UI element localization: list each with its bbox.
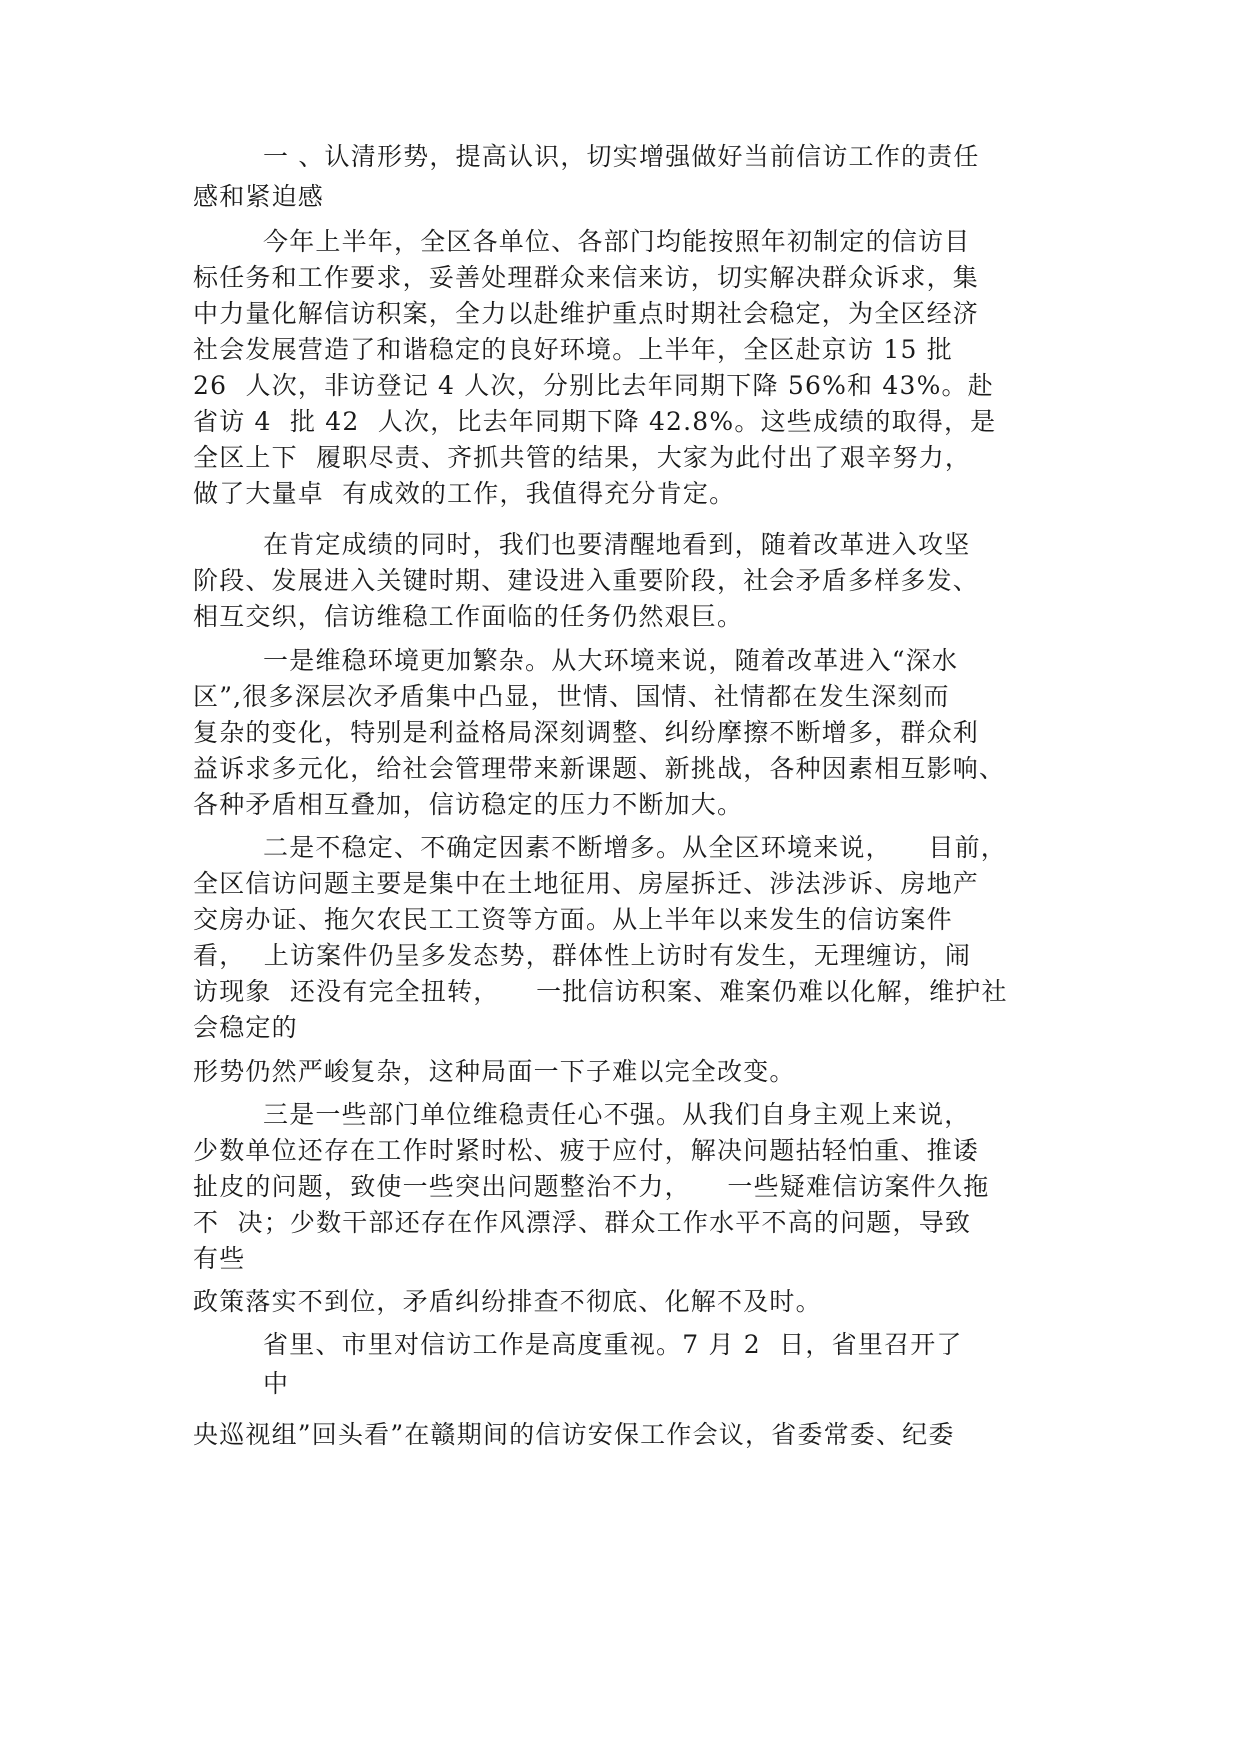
text-line: 央巡视组”回头看”在赣期间的信访安保工作会议，省委常委、纪委 (193, 1420, 955, 1449)
text-line: 少数单位还存在工作时紧时松、疲于应付，解决问题拈轻怕重、推诿 (193, 1136, 980, 1165)
section-heading-line-1: 一 、认清形势，提高认识，切实增强做好当前信访工作的责任 (263, 142, 980, 171)
text-line: 各种矛盾相互叠加，信访稳定的压力不断加大。 (193, 790, 744, 819)
text-line: 全区信访问题主要是集中在土地征用、房屋拆迁、涉法涉诉、房地产 (193, 869, 980, 898)
text-line: 26 人次，非访登记 4 人次，分别比去年同期下降 56%和 43%。赴 (193, 371, 994, 400)
text-line: 会稳定的 (193, 1013, 298, 1042)
text-line: 政策落实不到位，矛盾纠纷排查不彻底、化解不及时。 (193, 1287, 822, 1316)
text-line: 中力量化解信访积案，全力以赴维护重点时期社会稳定，为全区经济 (193, 299, 980, 328)
text-line: 二是不稳定、不确定因素不断增多。从全区环境来说， 目前， (263, 833, 1007, 862)
text-line: 阶段、发展进入关键时期、建设进入重要阶段，社会矛盾多样多发、 (193, 566, 980, 595)
text-line: 在肯定成绩的同时，我们也要清醒地看到，随着改革进入攻坚 (263, 530, 971, 559)
text-line: 今年上半年，全区各单位、各部门均能按照年初制定的信访目 (263, 227, 971, 256)
text-line: 三是一些部门单位维稳责任心不强。从我们自身主观上来说， (263, 1100, 971, 1129)
text-line: 社会发展营造了和谐稳定的良好环境。上半年，全区赴京访 15 批 (193, 335, 953, 364)
text-line: 标任务和工作要求，妥善处理群众来信来访，切实解决群众诉求，集 (193, 263, 980, 292)
text-line: 不 决；少数干部还存在作风漂浮、群众工作水平不高的问题，导致 (193, 1208, 972, 1237)
section-heading-line-2: 感和紧迫感 (193, 182, 325, 211)
text-line: 中 (263, 1369, 290, 1398)
text-line: 做了大量卓 有成效的工作，我值得充分肯定。 (193, 479, 736, 508)
text-line: 复杂的变化，特别是利益格局深刻调整、纠纷摩擦不断增多，群众利 (193, 718, 980, 747)
text-line: 益诉求多元化，给社会管理带来新课题、新挑战，各种因素相互影响、 (193, 754, 1006, 783)
text-line: 省访 4 批 42 人次，比去年同期下降 42.8%。这些成绩的取得，是 (193, 407, 997, 436)
text-line: 一是维稳环境更加繁杂。从大环境来说，随着改革进入“深水 (263, 646, 959, 675)
text-line: 形势仍然严峻复杂，这种局面一下子难以完全改变。 (193, 1057, 796, 1086)
text-line: 区”,很多深层次矛盾集中凸显，世情、国情、社情都在发生深刻而 (193, 682, 950, 711)
text-line: 相互交织，信访维稳工作面临的任务仍然艰巨。 (193, 602, 744, 631)
text-line: 访现象 还没有完全扭转， 一批信访积案、难案仍难以化解，维护社 (193, 977, 1008, 1006)
text-line: 全区上下 履职尽责、齐抓共管的结果，大家为此付出了艰辛努力， (193, 443, 972, 472)
text-line: 有些 (193, 1244, 246, 1273)
text-line: 交房办证、拖欠农民工工资等方面。从上半年以来发生的信访案件 (193, 905, 953, 934)
text-line: 省里、市里对信访工作是高度重视。7 月 2 日，省里召开了 (263, 1330, 963, 1359)
text-line: 看， 上访案件仍呈多发态势，群体性上访时有发生，无理缠访，闹 (193, 941, 972, 970)
text-line: 扯皮的问题，致使一些突出问题整治不力， 一些疑难信访案件久拖 (193, 1172, 990, 1201)
